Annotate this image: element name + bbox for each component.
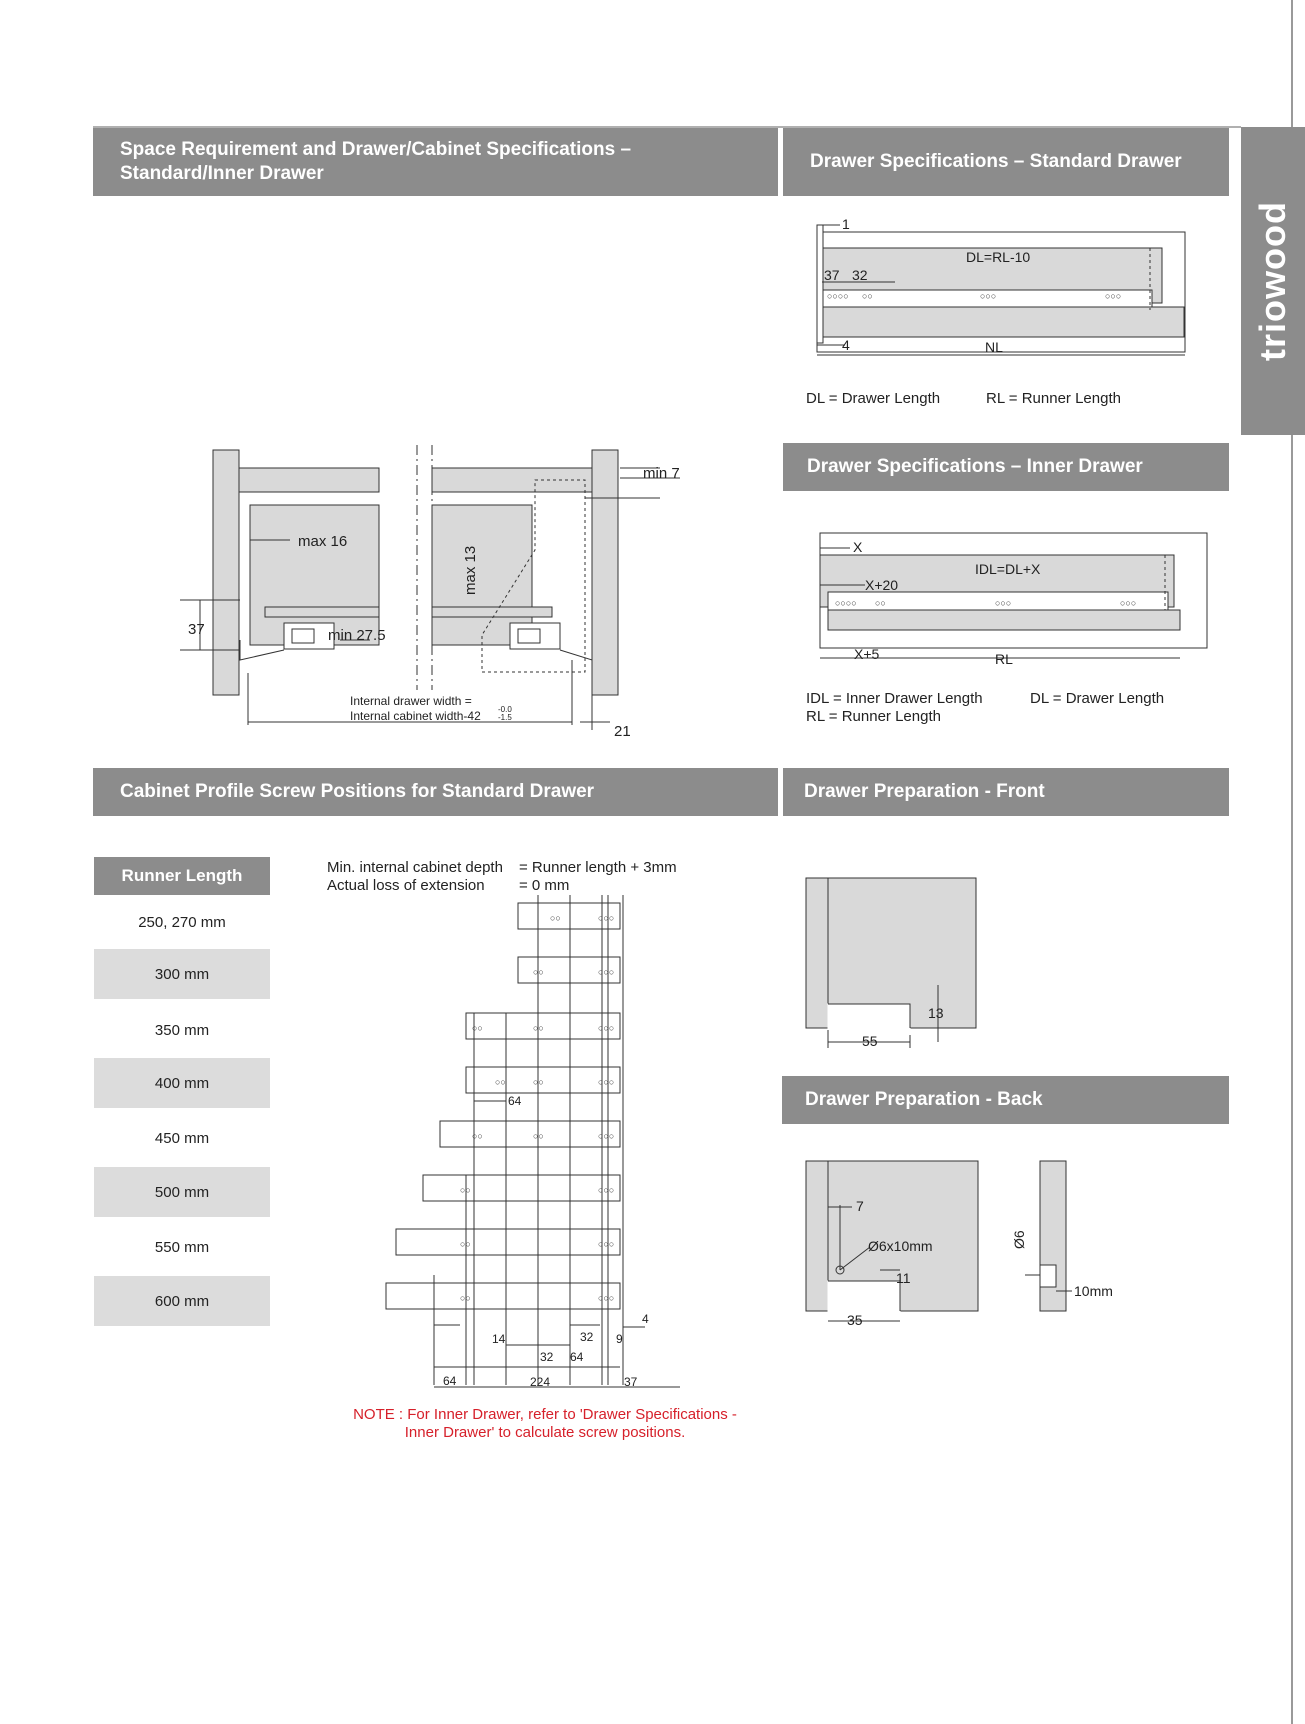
svg-text:○○: ○○: [875, 598, 886, 608]
runner-row: 300 mm: [94, 949, 270, 999]
label-dim32: 32: [852, 267, 868, 283]
runner-row: 350 mm: [154, 1021, 210, 1039]
dim-64b: 64: [570, 1350, 584, 1364]
svg-text:○○: ○○: [460, 1293, 471, 1303]
runner-length-header: Runner Length: [94, 857, 270, 895]
dim-55: 55: [862, 1033, 878, 1049]
legend-idl: IDL = Inner Drawer Length: [806, 690, 983, 707]
label-max13: max 13: [462, 545, 479, 595]
svg-text:○○: ○○: [533, 1023, 544, 1033]
label-min275: min 27.5: [328, 627, 386, 644]
legend-dl-inner: DL = Drawer Length: [1030, 690, 1165, 707]
label-nl: NL: [985, 339, 1003, 355]
legend-dl: DL = Drawer Length: [806, 390, 941, 407]
runner-row: 400 mm: [94, 1058, 270, 1108]
dim-224: 224: [530, 1375, 551, 1389]
runner-row: 550 mm: [154, 1238, 210, 1256]
dim-7: 7: [856, 1198, 864, 1214]
dim-13: 13: [928, 1005, 944, 1021]
label-dim4: 4: [842, 337, 850, 353]
label-tol-upper: -0.0: [498, 705, 512, 714]
dim-64c: 64: [508, 1094, 522, 1108]
header-line-2: Standard/Inner Drawer: [120, 163, 324, 184]
header-line-1: Space Requirement and Drawer/Cabinet Specifications –: [120, 139, 632, 160]
header-text: Drawer Preparation - Front: [804, 781, 1045, 802]
svg-text:○○: ○○: [495, 1077, 506, 1087]
label-dl-rl: DL=RL-10: [966, 249, 1031, 265]
svg-text:○○○: ○○○: [598, 967, 615, 977]
svg-text:○○○: ○○○: [598, 1131, 615, 1141]
dim-10mm: 10mm: [1074, 1283, 1113, 1299]
label-dim21: 21: [614, 723, 631, 740]
header-text: Drawer Specifications – Standard Drawer: [810, 151, 1182, 172]
hole-spec: Ø6x10mm: [868, 1238, 933, 1254]
svg-text:○○○: ○○○: [1105, 291, 1122, 301]
dim-35: 35: [847, 1312, 863, 1328]
svg-text:○○○: ○○○: [598, 1293, 615, 1303]
svg-text:○○○: ○○○: [598, 913, 615, 923]
dim-14: 14: [492, 1332, 506, 1346]
svg-text:○○: ○○: [862, 291, 873, 301]
dim-64a: 64: [443, 1374, 457, 1388]
runner-row: 450 mm: [154, 1129, 210, 1147]
runner-row: 250, 270 mm: [138, 913, 226, 931]
svg-text:○○: ○○: [472, 1023, 483, 1033]
label-dim37: 37: [188, 621, 205, 638]
label-max16: max 16: [298, 533, 348, 550]
header-space-requirement: [93, 128, 778, 196]
prep-front-diagram: [800, 870, 1000, 1050]
header-drawer-spec-standard: [783, 128, 1229, 196]
dim-4: 4: [642, 1312, 649, 1326]
inner-drawer-note: [330, 1406, 760, 1442]
standard-drawer-diagram: [800, 215, 1230, 365]
svg-text:○○○: ○○○: [1120, 598, 1137, 608]
svg-text:○○○: ○○○: [598, 1023, 615, 1033]
header-text: Drawer Preparation - Back: [805, 1089, 1043, 1110]
svg-text:○○○: ○○○: [980, 291, 997, 301]
inner-drawer-diagram: [800, 530, 1230, 675]
legend-rl-inner: RL = Runner Length: [806, 708, 941, 725]
header-prep-back: [782, 1076, 1229, 1124]
label-dim1: 1: [842, 216, 850, 232]
label-idl: IDL=DL+X: [975, 561, 1041, 577]
label-x20: X+20: [865, 577, 899, 593]
svg-text:○○○○: ○○○○: [835, 598, 857, 608]
svg-text:○○○: ○○○: [598, 1185, 615, 1195]
dim-37: 37: [624, 1375, 638, 1389]
loss-value: = 0 mm: [519, 877, 570, 894]
label-x: X: [853, 539, 863, 555]
dim-32b: 32: [540, 1350, 554, 1364]
legend-rl: RL = Runner Length: [986, 390, 1121, 407]
label-rl: RL: [995, 651, 1013, 667]
header-drawer-spec-inner: [783, 443, 1229, 491]
space-requirement-diagram: [180, 440, 700, 740]
prep-back-diagram: [800, 1155, 1120, 1335]
header-prep-front: [783, 768, 1229, 816]
note-line-2: Inner Drawer' to calculate screw positions.: [404, 1424, 686, 1441]
svg-text:○○: ○○: [550, 913, 561, 923]
label-x5: X+5: [854, 646, 880, 662]
dim-11: 11: [896, 1270, 911, 1286]
label-tol-lower: -1.5: [498, 713, 512, 722]
label-dim37: 37: [824, 267, 840, 283]
runner-row: 500 mm: [94, 1167, 270, 1217]
dim-d6: Ø6: [1011, 1230, 1027, 1249]
label-width-line2: Internal cabinet width-42: [350, 709, 481, 723]
label-width-line1: Internal drawer width =: [350, 694, 472, 708]
svg-text:○○: ○○: [460, 1185, 471, 1195]
label-min7: min 7: [643, 465, 680, 482]
dim-9: 9: [616, 1332, 623, 1346]
svg-text:○○: ○○: [472, 1131, 483, 1141]
svg-text:○○: ○○: [460, 1239, 471, 1249]
runner-row: 600 mm: [94, 1276, 270, 1326]
svg-text:○○: ○○: [533, 1131, 544, 1141]
dim-32a: 32: [580, 1330, 594, 1344]
svg-text:○○: ○○: [533, 967, 544, 977]
min-depth-label: Min. internal cabinet depth: [327, 859, 503, 876]
screw-position-diagram: [380, 895, 680, 1395]
header-text: Cabinet Profile Screw Positions for Standard Drawer: [120, 781, 595, 802]
loss-label: Actual loss of extension: [327, 877, 485, 894]
svg-text:○○: ○○: [533, 1077, 544, 1087]
header-text: Drawer Specifications – Inner Drawer: [807, 456, 1143, 477]
svg-text:○○○: ○○○: [995, 598, 1012, 608]
min-depth-value: = Runner length + 3mm: [519, 859, 677, 876]
svg-text:○○○: ○○○: [598, 1239, 615, 1249]
brand-logo: triowood: [1252, 201, 1293, 361]
note-line-1: NOTE : For Inner Drawer, refer to 'Drawer Specifications -: [353, 1406, 737, 1423]
svg-text:○○○○: ○○○○: [827, 291, 849, 301]
header-screw-positions: [93, 768, 778, 816]
svg-text:○○○: ○○○: [598, 1077, 615, 1087]
